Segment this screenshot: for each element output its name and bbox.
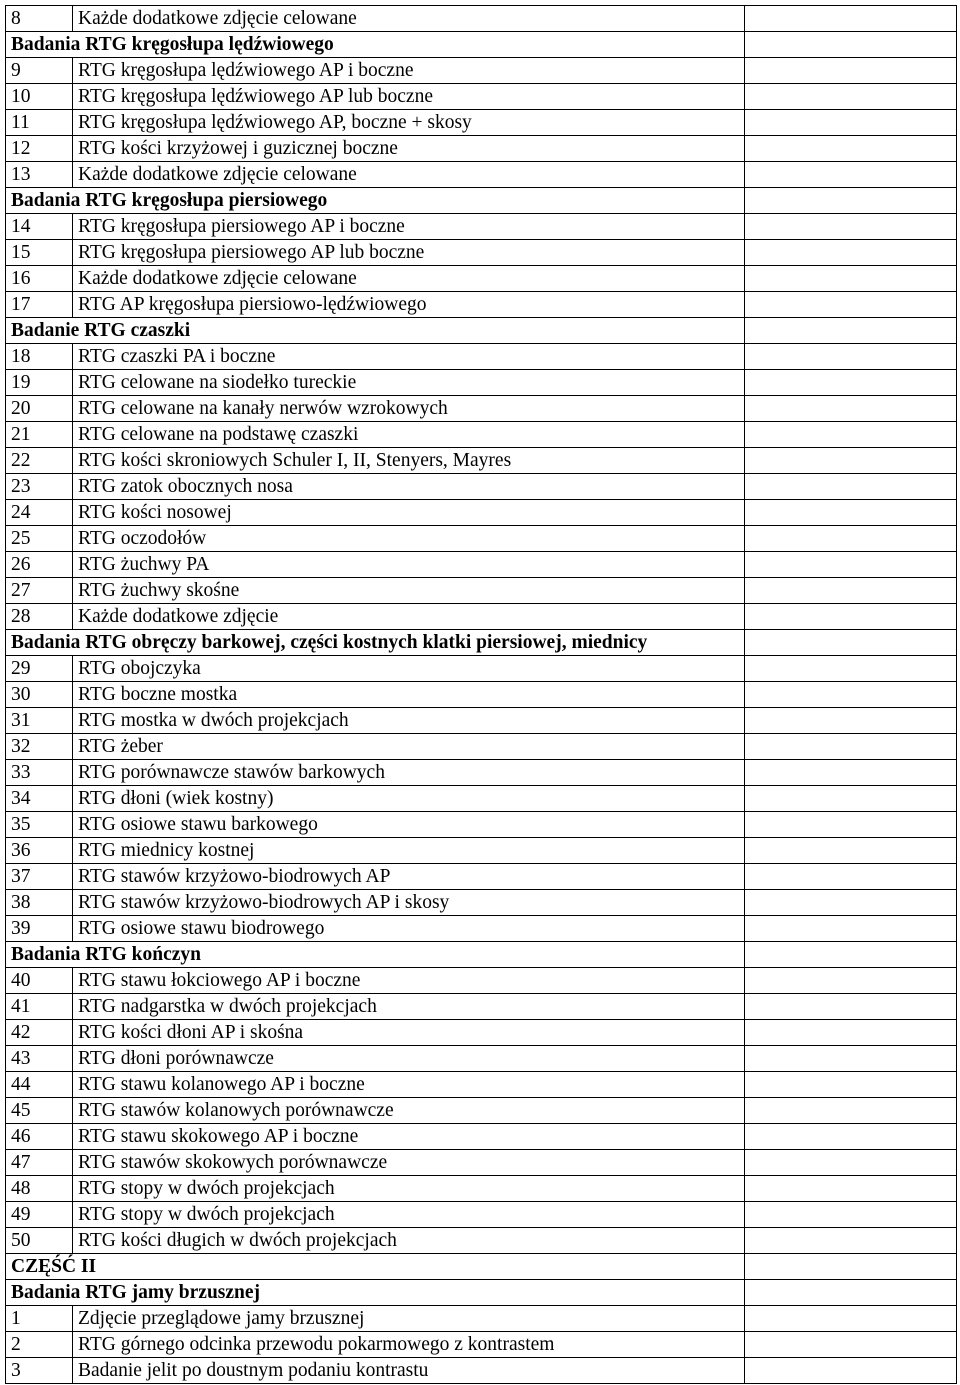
table-row	[6, 1124, 957, 1150]
empty-value-cell	[745, 1228, 957, 1254]
row-number: 2	[6, 1332, 73, 1358]
table-row	[6, 864, 957, 890]
section-empty-cell	[745, 32, 957, 58]
procedure-name: RTG żuchwy PA	[73, 552, 745, 578]
table-row	[6, 6, 957, 32]
procedure-name: RTG stawów skokowych porównawcze	[73, 1150, 745, 1176]
empty-value-cell	[745, 916, 957, 942]
row-number: 10	[6, 84, 73, 110]
procedure-name: RTG kości skroniowych Schuler I, II, Stenyers, Mayres	[73, 448, 745, 474]
procedure-name: RTG górnego odcinka przewodu pokarmowego z kontrastem	[73, 1332, 745, 1358]
table-row	[6, 1072, 957, 1098]
table-row	[6, 708, 957, 734]
procedure-name: RTG żuchwy skośne	[73, 578, 745, 604]
empty-value-cell	[745, 682, 957, 708]
table-row	[6, 604, 957, 630]
procedure-name: RTG stawu kolanowego AP i boczne	[73, 1072, 745, 1098]
procedure-name: Każde dodatkowe zdjęcie celowane	[73, 6, 745, 32]
row-number: 16	[6, 266, 73, 292]
row-number: 11	[6, 110, 73, 136]
procedure-name: RTG AP kręgosłupa piersiowo-lędźwiowego	[73, 292, 745, 318]
procedure-name: RTG nadgarstka w dwóch projekcjach	[73, 994, 745, 1020]
empty-value-cell	[745, 552, 957, 578]
table-row	[6, 110, 957, 136]
empty-value-cell	[745, 708, 957, 734]
table-row	[6, 1098, 957, 1124]
empty-value-cell	[745, 6, 957, 32]
row-number: 33	[6, 760, 73, 786]
table-row	[6, 1176, 957, 1202]
empty-value-cell	[745, 292, 957, 318]
empty-value-cell	[745, 1150, 957, 1176]
row-number: 27	[6, 578, 73, 604]
empty-value-cell	[745, 1098, 957, 1124]
table-row	[6, 422, 957, 448]
section-header-row	[6, 32, 957, 58]
row-number: 46	[6, 1124, 73, 1150]
row-number: 18	[6, 344, 73, 370]
empty-value-cell	[745, 266, 957, 292]
procedure-name: Każde dodatkowe zdjęcie celowane	[73, 162, 745, 188]
empty-value-cell	[745, 500, 957, 526]
table-row	[6, 682, 957, 708]
empty-value-cell	[745, 396, 957, 422]
row-number: 48	[6, 1176, 73, 1202]
empty-value-cell	[745, 1306, 957, 1332]
section-header-row	[6, 1280, 957, 1306]
empty-value-cell	[745, 578, 957, 604]
row-number: 24	[6, 500, 73, 526]
row-number: 35	[6, 812, 73, 838]
empty-value-cell	[745, 968, 957, 994]
section-empty-cell	[745, 1254, 957, 1280]
procedure-name: RTG obojczyka	[73, 656, 745, 682]
row-number: 28	[6, 604, 73, 630]
procedure-name: RTG żeber	[73, 734, 745, 760]
table-row	[6, 1332, 957, 1358]
row-number: 47	[6, 1150, 73, 1176]
empty-value-cell	[745, 526, 957, 552]
section-title: Badania RTG obręczy barkowej, części kostnych klatki piersiowej, miednicy	[6, 630, 745, 656]
row-number: 25	[6, 526, 73, 552]
table-row	[6, 136, 957, 162]
table-row	[6, 162, 957, 188]
section-title: Badanie RTG czaszki	[6, 318, 745, 344]
section-empty-cell	[745, 318, 957, 344]
procedure-name: RTG kości krzyżowej i guzicznej boczne	[73, 136, 745, 162]
section-header-row	[6, 318, 957, 344]
procedure-name: RTG miednicy kostnej	[73, 838, 745, 864]
empty-value-cell	[745, 864, 957, 890]
empty-value-cell	[745, 1124, 957, 1150]
row-number: 12	[6, 136, 73, 162]
procedure-name: RTG mostka w dwóch projekcjach	[73, 708, 745, 734]
section-empty-cell	[745, 942, 957, 968]
empty-value-cell	[745, 734, 957, 760]
table-row	[6, 656, 957, 682]
table-row	[6, 838, 957, 864]
empty-value-cell	[745, 812, 957, 838]
empty-value-cell	[745, 1202, 957, 1228]
procedure-name: RTG kości długich w dwóch projekcjach	[73, 1228, 745, 1254]
table-row	[6, 370, 957, 396]
procedure-name: RTG dłoni porównawcze	[73, 1046, 745, 1072]
empty-value-cell	[745, 240, 957, 266]
empty-value-cell	[745, 422, 957, 448]
section-header-row	[6, 188, 957, 214]
row-number: 43	[6, 1046, 73, 1072]
table-row	[6, 1020, 957, 1046]
row-number: 32	[6, 734, 73, 760]
procedure-name: RTG kręgosłupa lędźwiowego AP i boczne	[73, 58, 745, 84]
table-row	[6, 786, 957, 812]
row-number: 20	[6, 396, 73, 422]
table-row	[6, 734, 957, 760]
empty-value-cell	[745, 890, 957, 916]
table-row	[6, 1202, 957, 1228]
row-number: 26	[6, 552, 73, 578]
row-number: 22	[6, 448, 73, 474]
empty-value-cell	[745, 344, 957, 370]
table-row	[6, 396, 957, 422]
empty-value-cell	[745, 838, 957, 864]
section-title: Badania RTG kręgosłupa lędźwiowego	[6, 32, 745, 58]
procedure-name: RTG kręgosłupa lędźwiowego AP, boczne + skosy	[73, 110, 745, 136]
procedure-name: Badanie jelit po doustnym podaniu kontrastu	[73, 1358, 745, 1384]
table-row	[6, 292, 957, 318]
empty-value-cell	[745, 370, 957, 396]
empty-value-cell	[745, 58, 957, 84]
procedure-name: RTG czaszki PA i boczne	[73, 344, 745, 370]
row-number: 30	[6, 682, 73, 708]
empty-value-cell	[745, 1072, 957, 1098]
procedure-name: RTG kręgosłupa lędźwiowego AP lub boczne	[73, 84, 745, 110]
procedure-name: RTG osiowe stawu biodrowego	[73, 916, 745, 942]
procedure-name: RTG stawów krzyżowo-biodrowych AP i skosy	[73, 890, 745, 916]
empty-value-cell	[745, 1176, 957, 1202]
section-header-row	[6, 1254, 957, 1280]
table-row	[6, 916, 957, 942]
section-header-row	[6, 942, 957, 968]
row-number: 49	[6, 1202, 73, 1228]
section-empty-cell	[745, 630, 957, 656]
empty-value-cell	[745, 786, 957, 812]
row-number: 23	[6, 474, 73, 500]
row-number: 8	[6, 6, 73, 32]
table-row	[6, 214, 957, 240]
procedure-name: RTG stawu skokowego AP i boczne	[73, 1124, 745, 1150]
table-row	[6, 552, 957, 578]
section-empty-cell	[745, 188, 957, 214]
empty-value-cell	[745, 136, 957, 162]
row-number: 37	[6, 864, 73, 890]
section-title: CZĘŚĆ II	[6, 1254, 745, 1280]
empty-value-cell	[745, 1358, 957, 1384]
procedure-name: Każde dodatkowe zdjęcie celowane	[73, 266, 745, 292]
empty-value-cell	[745, 1020, 957, 1046]
section-header-row	[6, 630, 957, 656]
procedure-name: RTG zatok obocznych nosa	[73, 474, 745, 500]
table-row	[6, 474, 957, 500]
table-row	[6, 812, 957, 838]
table-row	[6, 240, 957, 266]
row-number: 15	[6, 240, 73, 266]
table-row	[6, 1358, 957, 1384]
procedure-name: RTG celowane na kanały nerwów wzrokowych	[73, 396, 745, 422]
procedures-table-body	[6, 6, 957, 1384]
row-number: 39	[6, 916, 73, 942]
row-number: 29	[6, 656, 73, 682]
row-number: 36	[6, 838, 73, 864]
table-row	[6, 526, 957, 552]
table-row	[6, 968, 957, 994]
empty-value-cell	[745, 656, 957, 682]
row-number: 9	[6, 58, 73, 84]
table-row	[6, 58, 957, 84]
procedure-name: RTG kręgosłupa piersiowego AP lub boczne	[73, 240, 745, 266]
row-number: 41	[6, 994, 73, 1020]
procedure-name: Każde dodatkowe zdjęcie	[73, 604, 745, 630]
table-row	[6, 578, 957, 604]
row-number: 17	[6, 292, 73, 318]
table-row	[6, 266, 957, 292]
empty-value-cell	[745, 110, 957, 136]
procedure-name: RTG osiowe stawu barkowego	[73, 812, 745, 838]
row-number: 50	[6, 1228, 73, 1254]
procedure-name: RTG stawów kolanowych porównawcze	[73, 1098, 745, 1124]
empty-value-cell	[745, 994, 957, 1020]
row-number: 31	[6, 708, 73, 734]
row-number: 42	[6, 1020, 73, 1046]
section-title: Badania RTG jamy brzusznej	[6, 1280, 745, 1306]
row-number: 21	[6, 422, 73, 448]
procedure-name: RTG stawu łokciowego AP i boczne	[73, 968, 745, 994]
row-number: 40	[6, 968, 73, 994]
procedure-name: RTG celowane na siodełko tureckie	[73, 370, 745, 396]
table-row	[6, 1228, 957, 1254]
empty-value-cell	[745, 84, 957, 110]
table-row	[6, 84, 957, 110]
procedure-name: Zdjęcie przeglądowe jamy brzusznej	[73, 1306, 745, 1332]
table-row	[6, 760, 957, 786]
empty-value-cell	[745, 1332, 957, 1358]
section-empty-cell	[745, 1280, 957, 1306]
procedure-name: RTG porównawcze stawów barkowych	[73, 760, 745, 786]
empty-value-cell	[745, 1046, 957, 1072]
row-number: 3	[6, 1358, 73, 1384]
empty-value-cell	[745, 214, 957, 240]
table-row	[6, 500, 957, 526]
row-number: 34	[6, 786, 73, 812]
procedure-name: RTG oczodołów	[73, 526, 745, 552]
procedure-name: RTG kości nosowej	[73, 500, 745, 526]
empty-value-cell	[745, 604, 957, 630]
row-number: 14	[6, 214, 73, 240]
procedure-name: RTG stopy w dwóch projekcjach	[73, 1176, 745, 1202]
table-row	[6, 344, 957, 370]
section-title: Badania RTG kończyn	[6, 942, 745, 968]
row-number: 13	[6, 162, 73, 188]
empty-value-cell	[745, 448, 957, 474]
empty-value-cell	[745, 474, 957, 500]
procedure-name: RTG stopy w dwóch projekcjach	[73, 1202, 745, 1228]
table-row	[6, 994, 957, 1020]
row-number: 38	[6, 890, 73, 916]
section-title: Badania RTG kręgosłupa piersiowego	[6, 188, 745, 214]
row-number: 44	[6, 1072, 73, 1098]
procedure-name: RTG stawów krzyżowo-biodrowych AP	[73, 864, 745, 890]
empty-value-cell	[745, 760, 957, 786]
table-row	[6, 448, 957, 474]
table-row	[6, 1306, 957, 1332]
table-row	[6, 890, 957, 916]
procedure-name: RTG boczne mostka	[73, 682, 745, 708]
row-number: 45	[6, 1098, 73, 1124]
table-row	[6, 1046, 957, 1072]
procedure-name: RTG celowane na podstawę czaszki	[73, 422, 745, 448]
procedure-name: RTG dłoni (wiek kostny)	[73, 786, 745, 812]
procedure-name: RTG kręgosłupa piersiowego AP i boczne	[73, 214, 745, 240]
procedures-table	[5, 5, 957, 1384]
procedure-name: RTG kości dłoni AP i skośna	[73, 1020, 745, 1046]
row-number: 19	[6, 370, 73, 396]
table-row	[6, 1150, 957, 1176]
empty-value-cell	[745, 162, 957, 188]
row-number: 1	[6, 1306, 73, 1332]
